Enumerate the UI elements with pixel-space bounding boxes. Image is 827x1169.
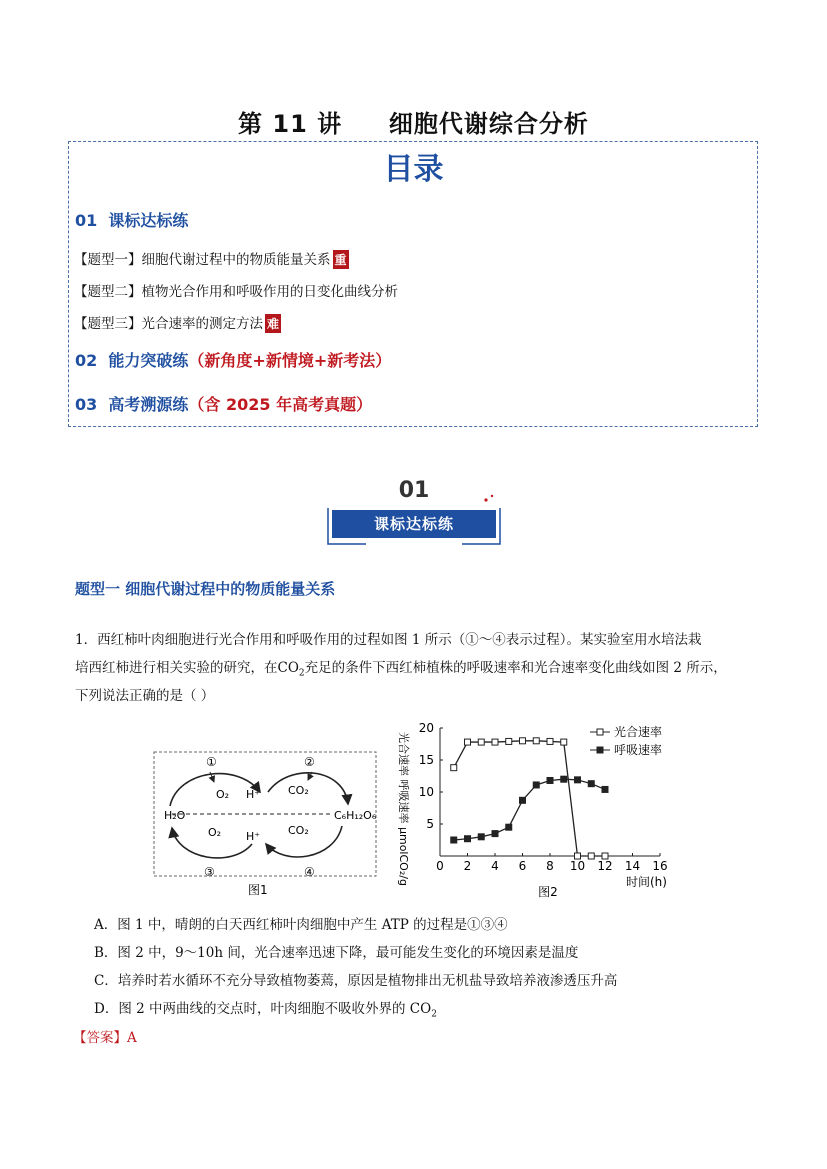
process-1-label: ① (206, 755, 217, 769)
data-point (588, 781, 594, 787)
o2-label: O₂ (208, 826, 222, 839)
data-point (478, 834, 484, 840)
option-d[interactable]: D．图 2 中两曲线的交点时，叶肉细胞不吸收外界的 $CO_2$ (94, 1001, 437, 1020)
data-point (533, 782, 539, 788)
data-point (492, 739, 498, 745)
data-point (478, 739, 484, 745)
toc-section-label: 高考溯源练 (108, 395, 189, 414)
data-point (506, 824, 512, 830)
data-point (602, 786, 608, 792)
figure-1-caption: 图1 (248, 883, 268, 897)
option-b[interactable]: B．图 2 中，9～10h 间，光合速率迅速下降，最可能发生变化的环境因素是温度 (94, 945, 579, 961)
figure-1-diagram (148, 748, 384, 900)
key-tag: 重 (333, 250, 349, 269)
toc-qtype-3[interactable] (74, 312, 281, 333)
series-line-2 (454, 779, 605, 840)
data-point (533, 738, 539, 744)
toc-section-num: 01 (75, 211, 98, 230)
toc-section-num: 03 (75, 395, 98, 414)
data-point (561, 739, 567, 745)
toc-section-label: 课标达标练 (108, 211, 189, 230)
option-a[interactable]: A．图 1 中，晴朗的白天西红柿叶肉细胞中产生 ATP 的过程是①③④ (94, 917, 508, 933)
co2-label: CO₂ (288, 784, 309, 797)
figure-2-caption: 图2 (538, 885, 558, 899)
question-line-2: 培西红柿进行相关实验的研究，在$CO_2$充足的条件下西红柿植株的呼吸速率和光合速率变化曲线如图 2 所示， (75, 660, 727, 679)
banner-label: 课标达标练 (332, 510, 496, 538)
data-point (520, 797, 526, 803)
series-line-1 (454, 741, 605, 856)
co2-label: CO₂ (288, 824, 309, 837)
page-title: 第 11 讲 细胞代谢综合分析 (238, 110, 589, 138)
toc-qtype-label: 【题型三】光合速率的测定方法 (74, 316, 263, 332)
data-point (547, 738, 553, 744)
x-tick-label: 2 (463, 859, 472, 873)
data-point (492, 831, 498, 837)
x-tick-label: 14 (624, 859, 641, 873)
toc-qtype-2[interactable] (74, 280, 398, 300)
data-point (520, 738, 526, 744)
x-tick-label: 16 (652, 859, 668, 873)
x-tick-label: 10 (569, 859, 586, 873)
x-tick-label: 0 (436, 859, 444, 873)
answer: 【答案】A (73, 1030, 137, 1046)
x-tick-label: 12 (597, 859, 613, 873)
process-2-label: ② (304, 755, 315, 769)
toc-section-label: 能力突破练 (108, 351, 189, 370)
data-point (602, 853, 608, 859)
glucose-label: C₆H₁₂O₆ (334, 809, 377, 822)
toc-section-num: 02 (75, 351, 98, 370)
y-tick-label: 20 (418, 721, 434, 735)
legend-marker (597, 747, 603, 753)
h-plus-label: H⁺ (246, 788, 261, 801)
toc-section-extra: （含 2025 年高考真题） (188, 395, 373, 414)
banner-number: 01 (398, 478, 430, 503)
data-point (575, 853, 581, 859)
legend-label: 光合速率 (614, 725, 663, 739)
option-c[interactable]: C．培养时若水循环不充分导致植物萎蔫，原因是植物排出无机盐导致培养液渗透压升高 (94, 973, 618, 989)
qtype-heading: 题型一 细胞代谢过程中的物质能量关系 (75, 580, 336, 598)
o2-label: O₂ (216, 788, 230, 801)
y-tick-label: 5 (426, 817, 434, 831)
data-point (575, 777, 581, 783)
figure-2-chart (388, 716, 688, 900)
toc-qtype-1[interactable] (74, 248, 349, 269)
data-point (561, 776, 567, 782)
y-tick-label: 10 (418, 785, 434, 799)
process-3-label: ③ (204, 865, 215, 879)
h2o-label: H₂O (164, 809, 186, 822)
data-point (451, 765, 457, 771)
h-plus-label: H⁺ (246, 830, 261, 843)
legend-label: 呼吸速率 (614, 743, 663, 757)
data-point (465, 836, 471, 842)
difficult-tag: 难 (265, 314, 281, 333)
y-tick-label: 15 (418, 753, 434, 767)
data-point (465, 739, 471, 745)
toc-qtype-label: 【题型一】细胞代谢过程中的物质能量关系 (74, 252, 331, 268)
x-axis-label: 时间(h) (626, 875, 667, 889)
data-point (588, 853, 594, 859)
data-point (547, 777, 553, 783)
toc-qtype-label: 【题型二】植物光合作用和呼吸作用的日变化曲线分析 (74, 284, 398, 300)
data-point (506, 738, 512, 744)
toc-section-01[interactable] (75, 208, 188, 231)
toc-section-extra: （新角度+新情境+新考法） (188, 351, 392, 370)
toc-section-03[interactable] (75, 392, 372, 415)
data-point (451, 837, 457, 843)
toc-heading: 目录 (383, 152, 444, 187)
y-axis-label: 光合速率 呼吸速率 μmolCO₂/g (397, 732, 410, 886)
legend-marker (597, 729, 603, 735)
question-line-3: 下列说法正确的是（ ） (75, 688, 215, 704)
question-line-1: 1．西红柿叶肉细胞进行光合作用和呼吸作用的过程如图 1 所示（①～④表示过程）。某实验室用水培法栽 (75, 632, 702, 648)
process-4-label: ④ (304, 865, 315, 879)
x-tick-label: 6 (518, 859, 527, 873)
x-tick-label: 8 (546, 859, 554, 873)
x-tick-label: 4 (491, 859, 499, 873)
toc-section-02[interactable] (75, 348, 391, 371)
